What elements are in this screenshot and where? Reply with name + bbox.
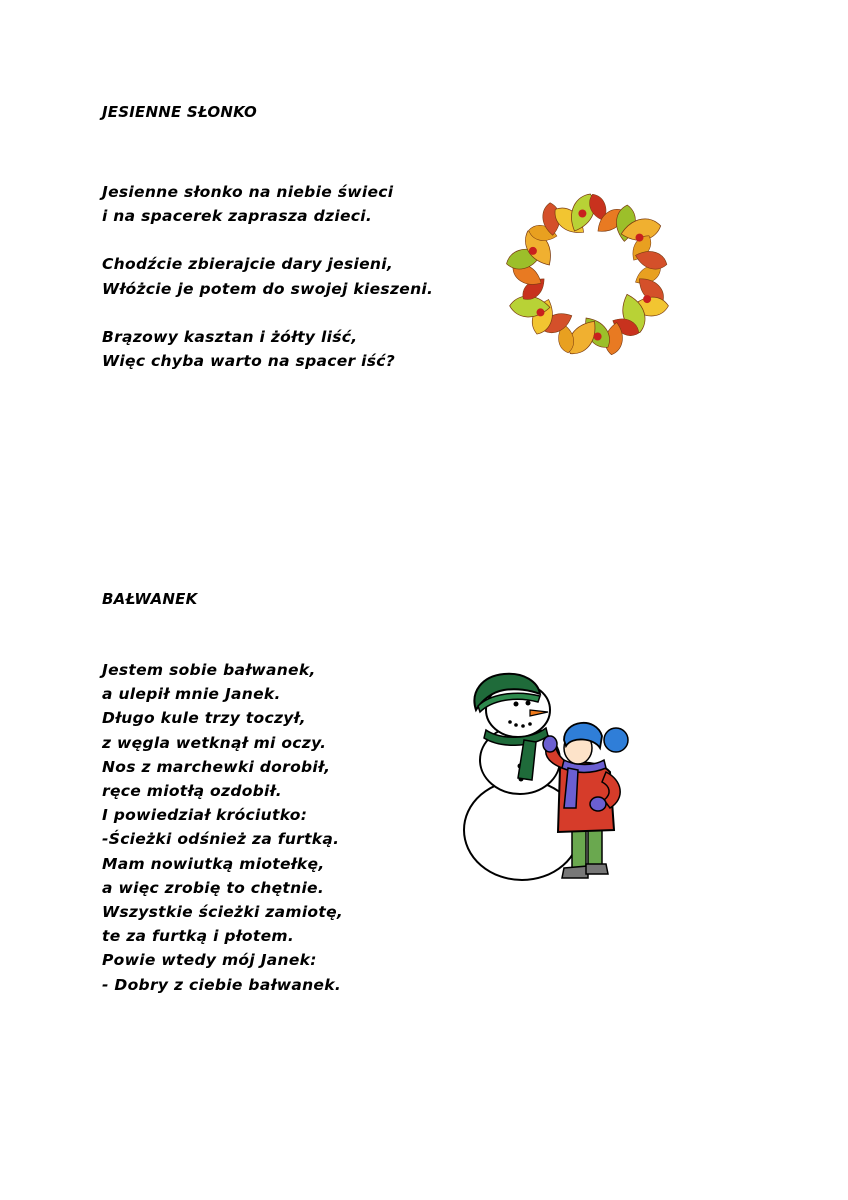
poem-line: z węgla wetknął mi oczy.: [102, 733, 327, 752]
poem-line: Powie wtedy mój Janek:: [102, 951, 317, 970]
poem-line: Mam nowiutką miotełkę,: [102, 854, 325, 873]
poem-line: Chodźcie zbierajcie dary jesieni,: [102, 255, 394, 274]
poem-line: i na spacerek zaprasza dzieci.: [102, 207, 373, 226]
autumn-leaf-wreath-icon: [505, 190, 675, 360]
poem-line: ręce miotłą ozdobił.: [102, 782, 282, 801]
poem-line: Włóżcie je potem do swojej kieszeni.: [102, 279, 434, 298]
poem-line: Brązowy kasztan i żółty liść,: [102, 327, 358, 346]
poem-title-jesienne-slonko: JESIENNE SŁONKO: [102, 103, 257, 121]
poem-line: a ulepił mnie Janek.: [102, 685, 281, 704]
poem-body-jesienne-slonko: [102, 180, 433, 373]
poem-line: te za furtką i płotem.: [102, 927, 295, 946]
poem-line: Nos z marchewki dorobił,: [102, 757, 331, 776]
poem-line: - Dobry z ciebie bałwanek.: [102, 975, 342, 994]
poem-line: Jestem sobie bałwanek,: [102, 661, 316, 679]
poem-line: Jesienne słonko na niebie świeci: [102, 183, 394, 201]
poem-title-balwanek: BAŁWANEK: [102, 590, 198, 608]
poem-line: Więc chyba warto na spacer iść?: [102, 352, 396, 371]
poem-line: Wszystkie ścieżki zamiotę,: [102, 903, 344, 922]
poem-body-balwanek: [102, 658, 343, 997]
poem-line: -Ścieżki odśnież za furtką.: [102, 830, 340, 849]
poem-line: a więc zrobię to chętnie.: [102, 878, 325, 897]
poem-line: I powiedział króciutko:: [102, 806, 308, 825]
snowman-and-child-icon: [460, 668, 635, 886]
poem-line: Długo kule trzy toczył,: [102, 709, 306, 728]
